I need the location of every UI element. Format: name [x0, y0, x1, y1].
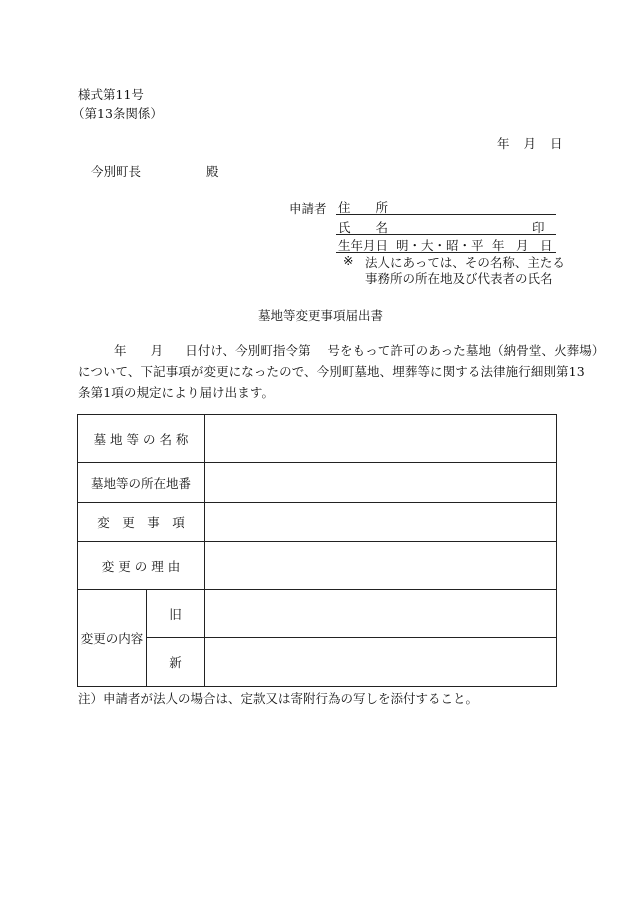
- date-year: 年: [497, 136, 510, 151]
- body-line-3: 条第1項の規定により届け出ます。: [78, 385, 275, 400]
- date-line: [497, 134, 563, 152]
- addressee: 今別町長: [91, 164, 142, 179]
- body-text: [78, 340, 605, 403]
- body-line-2: について、下記事項が変更になったので、今別町墓地、埋葬等に関する法律施行細則第13: [78, 364, 585, 379]
- footnote: 注）申請者が法人の場合は、定款又は寄附行為の写しを添付すること。: [78, 691, 479, 706]
- birthdate-label: 生年月日: [338, 238, 389, 253]
- name-label: 氏 名: [338, 220, 389, 235]
- form-number: 様式第11号: [78, 87, 144, 102]
- new-label: 新: [147, 638, 205, 687]
- document-title: 墓地等変更事項届出書: [258, 308, 384, 323]
- note-line-2: 事務所の所在地及び代表者の氏名: [365, 271, 553, 286]
- new-content-cell[interactable]: [205, 638, 557, 687]
- birth-month: 月: [516, 238, 529, 253]
- location-label: 墓地等の所在地番: [78, 463, 205, 503]
- date-day: 日: [550, 136, 563, 151]
- old-label: 旧: [147, 590, 205, 638]
- row-location: [78, 463, 557, 503]
- change-form-table: [77, 414, 557, 687]
- address-label: 住 所: [338, 200, 389, 215]
- row-new-content: [78, 638, 557, 687]
- seal-mark: 印: [532, 220, 545, 235]
- row-reason: [78, 542, 557, 590]
- content-label: 変更の内容: [78, 590, 147, 687]
- birth-year: 年: [492, 238, 505, 253]
- row-facility-name: [78, 415, 557, 463]
- applicant-label: 申請者: [289, 201, 327, 216]
- date-month: 月: [523, 136, 537, 151]
- address-field[interactable]: [336, 198, 556, 215]
- old-content-cell[interactable]: [205, 590, 557, 638]
- name-field[interactable]: [336, 218, 556, 235]
- reason-cell[interactable]: [205, 542, 557, 590]
- changes-label: 変 更 事 項: [78, 503, 205, 542]
- birthdate-field[interactable]: [336, 236, 556, 253]
- facility-name-cell[interactable]: [205, 415, 557, 463]
- changes-cell[interactable]: [205, 503, 557, 542]
- birth-day: 日: [540, 238, 553, 253]
- era-options: 明・大・昭・平: [396, 238, 484, 253]
- location-cell[interactable]: [205, 463, 557, 503]
- honorific: 殿: [206, 164, 219, 179]
- body-line-1: 年 月 日付け、今別町指令第 号をもって許可のあった墓地（納骨堂、火葬場）: [114, 343, 605, 358]
- row-changes: [78, 503, 557, 542]
- article-reference: （第13条関係）: [72, 106, 163, 121]
- note-line-1: 法人にあっては、その名称、主たる: [365, 255, 565, 270]
- facility-name-label: 墓 地 等 の 名 称: [78, 415, 205, 463]
- note-mark: ※: [343, 253, 354, 268]
- row-old-content: [78, 590, 557, 638]
- reason-label: 変 更 の 理 由: [78, 542, 205, 590]
